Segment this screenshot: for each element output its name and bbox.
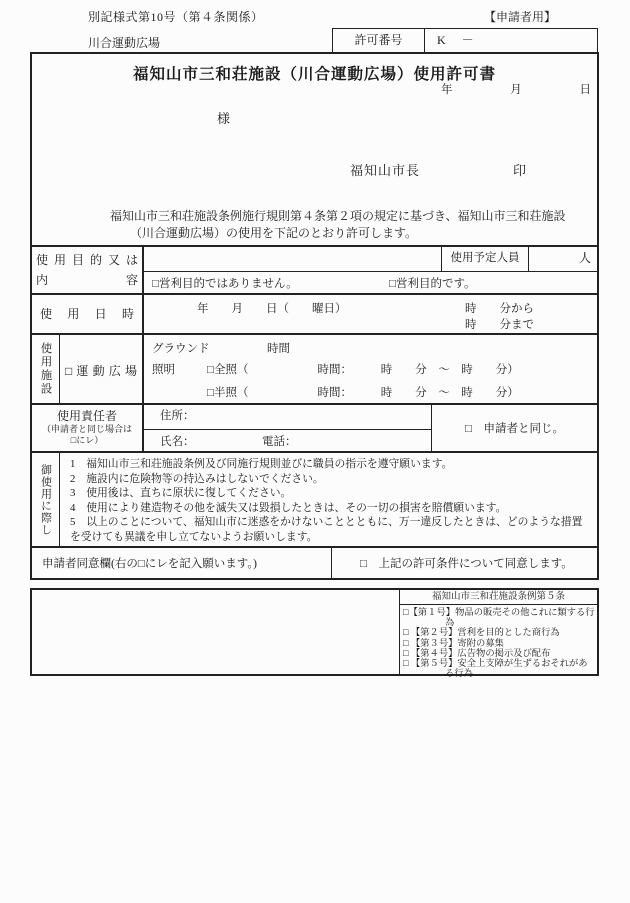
applicant-copy-label: 【申請者用】	[484, 10, 557, 24]
manager-row	[32, 405, 597, 453]
permit-statement-line2: （川合運動広場）の使用を下記のとおり許可します。	[130, 226, 418, 240]
manager-name-field[interactable]: 氏名：	[160, 436, 195, 448]
profit-checkbox[interactable]: □営利目的です。	[389, 278, 476, 290]
permit-main-table	[30, 52, 599, 580]
purpose-top-subrow	[144, 247, 597, 272]
manager-name-subrow	[144, 430, 431, 451]
permit-number-box	[332, 28, 598, 53]
facility-row-label	[32, 335, 60, 403]
purpose-input-area[interactable]	[144, 247, 441, 271]
ordinance-item-4-checkbox[interactable]: □ 【第４号】広告物の掲示及び配布	[403, 648, 551, 659]
consent-field-label	[32, 548, 332, 578]
ordinance-item-5-checkbox[interactable]: □ 【第５号】安全上支障が生ずるおそれがある行為	[403, 659, 588, 680]
ordinance-box	[30, 588, 599, 680]
rule-item-3: 3 使用後は、直ちに原状に復してください。	[70, 487, 292, 500]
manager-label-note2: □にレ）	[70, 435, 104, 445]
ordinance-blank-area	[32, 590, 400, 674]
ordinance-item-1-checkbox[interactable]: □【第１号】物品の販売その他これに類する行為	[403, 608, 595, 629]
permit-number-label: 許可番号	[333, 29, 425, 52]
date-month-label: 月	[510, 84, 522, 96]
form-style-note: 別記様式第10号（第４条関係）	[88, 10, 264, 24]
purpose-row	[32, 247, 597, 295]
ordinance-checklist	[400, 590, 597, 680]
consent-agree-checkbox[interactable]: □ 上記の許可条件について同意します。	[360, 558, 573, 570]
seal-placeholder: 印	[513, 163, 527, 178]
half-lighting-checkbox[interactable]: □半照（ 時間： 時 分 ～ 時 分）	[207, 387, 519, 399]
facility-vertical-label: 使用施設	[39, 342, 52, 396]
datetime-fields[interactable]	[144, 295, 597, 333]
permit-statement-line1: 福知山市三和荘施設条例施行規則第４条第２項の規定に基づき、福知山市三和荘施設	[110, 209, 566, 223]
ordinance-item-2-checkbox[interactable]: □ 【第２号】営利を目的とした商行為	[403, 628, 560, 639]
manager-label-main: 使用責任者	[56, 409, 117, 423]
date-year-label: 年	[441, 84, 453, 96]
manager-label-note1: （申請者と同じ場合は	[41, 424, 132, 434]
facility-name: 川合運動広場	[88, 36, 161, 50]
profit-subrow	[144, 272, 597, 293]
datetime-label-text: 使 用 日 時	[40, 307, 134, 321]
ordinance-title: 福知山市三和荘施設条例第５条	[400, 590, 597, 605]
purpose-label-line2: 内 容	[36, 273, 138, 287]
rule-item-1: 1 福知山市三和荘施設条例及び同施行規則並びに職員の指示を遵守願います。	[70, 458, 453, 470]
facility-detail-fields	[144, 335, 597, 403]
manager-row-label	[32, 405, 144, 451]
document-header-section	[32, 54, 597, 247]
facility-row	[32, 335, 597, 405]
sports-ground-checkbox[interactable]	[60, 335, 144, 403]
rules-row-label	[32, 453, 60, 546]
manager-fields	[144, 405, 432, 451]
rules-vertical-label: 御使用に際し	[39, 463, 52, 536]
consent-agree-cell	[332, 548, 597, 578]
rules-row	[32, 453, 597, 548]
manager-phone-field[interactable]: 電話：	[262, 436, 297, 448]
rule-item-5: 5 以上のことについて、福知山市に迷惑をかけないこととともに、万一違反したときは、どのような措置を受けても異議を申し立てないようお願いします。	[70, 516, 583, 543]
datetime-row-label	[32, 295, 144, 333]
purpose-content	[144, 247, 597, 293]
ordinance-items	[400, 605, 597, 679]
full-lighting-checkbox[interactable]: □全照（ 時間： 時 分 ～ 時 分）	[207, 364, 519, 376]
expected-staff-field[interactable]: 人	[578, 251, 591, 265]
purpose-label-line1: 使 用 目 的 又 は	[36, 253, 138, 267]
rule-item-4: 4 使用により建造物その他を滅失又は毀損したときは、その一切の損害を賠償願います。	[70, 501, 507, 514]
manager-address-field[interactable]: 住所：	[144, 405, 431, 430]
consent-label-text: 申請者同意欄(右の□にレを記入願います。)	[42, 558, 257, 570]
datetime-to-field[interactable]: 時 分まで	[465, 319, 534, 331]
addressee-suffix: 様	[217, 111, 231, 126]
ground-hours-field[interactable]: グラウンド 時間	[152, 343, 290, 355]
rule-item-2: 2 施設内に危険物等の持込みはしないでください。	[70, 472, 324, 485]
lighting-label: 照明	[152, 364, 175, 376]
issue-date-line[interactable]	[441, 81, 591, 97]
permit-statement	[32, 208, 597, 242]
mayor-title: 福知山市長	[350, 163, 421, 178]
same-as-applicant-checkbox[interactable]: □ 申請者と同じ。	[465, 423, 564, 435]
purpose-row-label	[32, 247, 144, 293]
permit-number-field[interactable]: K －	[437, 33, 476, 47]
same-as-applicant-cell	[432, 405, 597, 451]
datetime-from-field[interactable]: 時 分から	[465, 303, 534, 315]
nonprofit-checkbox[interactable]: □営利目的ではありません。	[152, 278, 298, 290]
datetime-date-field[interactable]: 年 月 日（ 曜日）	[197, 303, 347, 315]
ordinance-item-3-checkbox[interactable]: □ 【第３号】寄附の募集	[403, 638, 504, 649]
consent-row	[32, 548, 597, 578]
datetime-row	[32, 295, 597, 335]
expected-staff-label: 使用予定人員	[441, 247, 529, 271]
date-day-label: 日	[579, 84, 591, 96]
document-title: 福知山市三和荘施設（川合運動広場）使用許可書	[132, 66, 496, 83]
rules-list	[60, 453, 597, 546]
sports-ground-checkbox-text: □ 運 動 広 場	[65, 364, 137, 378]
